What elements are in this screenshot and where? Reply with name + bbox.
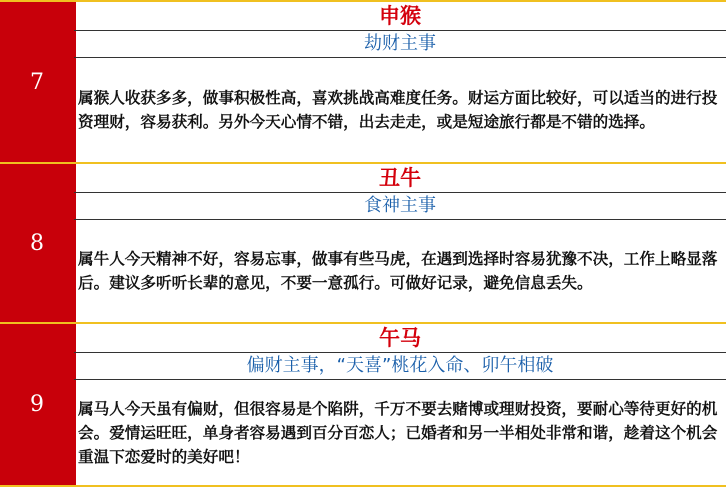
fortune-row-horse: [0, 324, 726, 487]
zodiac-sign-title: 丑牛: [74, 164, 726, 193]
row-content: [74, 164, 726, 322]
zodiac-subtitle: 偏财主事，“天喜”桃花入命、卯午相破: [74, 353, 726, 380]
zodiac-subtitle: 劫财主事: [74, 31, 726, 58]
zodiac-subtitle: 食神主事: [74, 193, 726, 220]
zodiac-description: [78, 220, 718, 322]
zodiac-sign-title: 午马: [74, 324, 726, 353]
row-content: [74, 324, 726, 485]
zodiac-description: [78, 58, 718, 162]
zodiac-description-text: 属牛人今天精神不好，容易忘事，做事有些马虎，在遇到选择时容易犹豫不决，工作上略显落后。建议多听听长辈的意见，不要一意孤行。可做好记录，避免信息丢失。: [78, 250, 718, 292]
row-number: 9: [0, 324, 76, 485]
zodiac-description-text: 属猴人收获多多，做事积极性高，喜欢挑战高难度任务。财运方面比较好，可以适当的进行投资理财，容易获利。另外今天心情不错，出去走走，或是短途旅行都是不错的选择。: [78, 89, 718, 131]
zodiac-sign-title: 申猴: [74, 2, 726, 31]
fortune-row-monkey: [0, 2, 726, 164]
row-content: [74, 2, 726, 162]
zodiac-description-text: 属马人今天虽有偏财，但很容易是个陷阱，千万不要去赌博或理财投资，要耐心等待更好的机会。爱情运旺旺，单身者容易遇到百分百恋人；已婚者和另一半相处非常和谐，趁着这个机会重温下恋爱时的美好吧！: [78, 399, 718, 466]
zodiac-description: [78, 380, 718, 485]
row-number: 8: [0, 164, 76, 322]
fortune-row-ox: [0, 164, 726, 324]
row-number: 7: [0, 2, 76, 162]
